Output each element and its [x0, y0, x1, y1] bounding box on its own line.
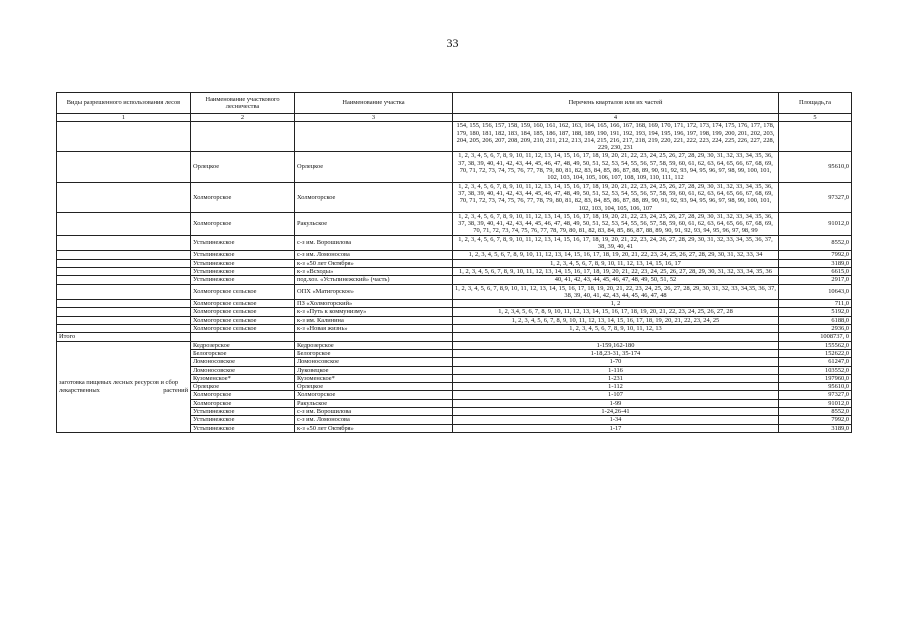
forestry-cell: Кузоменское* [191, 374, 295, 382]
table-row [57, 152, 852, 182]
quarters-cell: 1-159,162-180 [453, 341, 779, 349]
forestry-cell [191, 333, 295, 341]
area-cell: 97327,0 [779, 391, 852, 399]
quarters-cell: 1-99 [453, 399, 779, 407]
area-cell: 3189,0 [779, 259, 852, 267]
site-cell: Ракульское [295, 399, 453, 407]
quarters-cell: 1-70 [453, 358, 779, 366]
column-number: 5 [779, 114, 852, 122]
use-type-cell [57, 267, 191, 275]
area-cell: 3189,0 [779, 424, 852, 432]
site-cell: с-з им. Ломоносова [295, 416, 453, 424]
area-cell [779, 122, 852, 152]
table-row [57, 251, 852, 259]
site-cell [295, 122, 453, 152]
area-cell: 95610,0 [779, 383, 852, 391]
area-cell: 8552,0 [779, 407, 852, 415]
site-cell: Орлецкое [295, 152, 453, 182]
forestry-cell: Устьпинежское [191, 407, 295, 415]
area-cell: 7992,0 [779, 251, 852, 259]
forestry-cell: Ломоносовское [191, 366, 295, 374]
quarters-cell: 1, 2, 3, 4, 5, 6, 7, 8, 9, 10, 11, 12, 13, 14, 15, 16, 17, 18, 19, 20, 21, 22, 23, 24, 26, 27, 28, 29, 30, 31, 32, 33, 34, 35, 36, 37, 38, 39, 40, 41 [453, 235, 779, 251]
area-cell: 7992,0 [779, 416, 852, 424]
quarters-cell: 1-34 [453, 416, 779, 424]
site-cell: Ракульское [295, 212, 453, 235]
forestry-cell: Устьпинежское [191, 424, 295, 432]
site-cell: Луковецкое [295, 366, 453, 374]
quarters-cell: 1-107 [453, 391, 779, 399]
area-cell: 6615,0 [779, 267, 852, 275]
site-cell: ОПХ «Матигорское» [295, 284, 453, 300]
use-type-cell [57, 152, 191, 182]
quarters-cell: 1-112 [453, 383, 779, 391]
site-cell: Орлецкое [295, 383, 453, 391]
quarters-cell: 1, 2, 3, 4, 5, 6, 7, 8, 9, 10, 11, 12, 13, 14, 15, 16, 17, 18, 19, 20, 21, 22, 23, 24, 25, 26, 27, 28, 29, 30, 31, 32, 33, 34, 35, 36, 37, 38, 39, 40, 41, 42, 43, 44, 45, 46, 47, 48, 49, 50, 51, 52, 53, 54, 55, 56, 57, 58, 59, 60, 61, 62, 63, 64, 65, 66, 67, 68, 69, 70, 71, 72, 73, 74, 75, 76, 77, 78, 79, 80, 81, 82, 83, 84, 85, 86, 87, 88, 89, 90, 91, 92, 93, 94, 95, 96, 97, 98, 99, 100, 101, 102, 103, 104, 105, 106, 107, 108, 109, 110, 111, 112 [453, 152, 779, 182]
forestry-cell: Холмогорское [191, 399, 295, 407]
area-cell: 91012,0 [779, 212, 852, 235]
quarters-cell: 1, 2 [453, 300, 779, 308]
use-type-cell [57, 300, 191, 308]
quarters-cell: 1-116 [453, 366, 779, 374]
quarters-cell: 1, 2, 3, 4, 5, 6, 7, 8,9, 10, 11, 12, 13, 14, 15, 16, 17, 18, 19, 20, 21, 22, 23, 24, 25, 26, 27, 28, 29, 30, 31, 32, 33, 34,35, 36, 37, 38, 39, 40, 41, 42, 43, 44, 45, 46, 47, 48 [453, 284, 779, 300]
use-type-cell [57, 325, 191, 333]
use-type-cell [57, 284, 191, 300]
table-row [57, 316, 852, 324]
area-cell: 2917,0 [779, 276, 852, 284]
table-row [57, 276, 852, 284]
total-label: Итого [57, 333, 191, 341]
area-cell: 5192,0 [779, 308, 852, 316]
area-cell: 97327,0 [779, 182, 852, 212]
header-row [57, 93, 852, 114]
area-cell: 711,0 [779, 300, 852, 308]
area-cell: 6188,0 [779, 316, 852, 324]
quarters-cell: 1, 2, 3, 4, 5, 6, 7, 8, 9, 10, 11, 12, 13, 14, 15, 16, 17 [453, 259, 779, 267]
table-row [57, 212, 852, 235]
column-number: 1 [57, 114, 191, 122]
site-cell: к-з им. Калинина [295, 316, 453, 324]
table-row [57, 267, 852, 275]
table-row [57, 182, 852, 212]
use-type-cell [57, 212, 191, 235]
table-row [57, 235, 852, 251]
quarters-cell: 154, 155, 156, 157, 158, 159, 160, 161, 162, 163, 164, 165, 166, 167, 168, 169, 170, 171, 172, 173, 174, 175, 176, 177, 178, 179, 180, 181, 182, 183, 184, 185, 186, 187, 188, 189, 190, 191, 192, 193, 194, 195, 196, 197, 198, 199, 200, 201, 202, 203, 204, 205, 206, 207, 208, 209, 210, 211, 212, 213, 214, 215, 216, 217, 218, 219, 220, 221, 222, 223, 224, 225, 226, 227, 228, 229, 230, 231 [453, 122, 779, 152]
table-body [57, 122, 852, 433]
forestry-cell: Ломоносовское [191, 358, 295, 366]
use-type-cell [57, 276, 191, 284]
table-row [57, 300, 852, 308]
area-cell: 61247,0 [779, 358, 852, 366]
forestry-cell: Устьпинежское [191, 251, 295, 259]
column-number-row [57, 114, 852, 122]
site-cell: Кедрозерское [295, 341, 453, 349]
quarters-cell: 40, 41, 42, 43, 44, 45, 46, 47, 48, 49, 50, 51, 52 [453, 276, 779, 284]
site-cell: Ломоносовское [295, 358, 453, 366]
forestry-cell: Холмогорское сельское [191, 284, 295, 300]
area-cell: 155562,0 [779, 341, 852, 349]
site-cell: с-з им. Ворошилова [295, 407, 453, 415]
table-row [57, 325, 852, 333]
header-area: Площадь,га [779, 93, 852, 114]
table-row [57, 122, 852, 152]
area-cell: 152622,0 [779, 349, 852, 357]
forestry-cell: Устьпинежское [191, 235, 295, 251]
forestry-cell: Устьпинежское [191, 267, 295, 275]
site-cell: с-з им. Ворошилова [295, 235, 453, 251]
quarters-cell: 1-231 [453, 374, 779, 382]
area-cell: 95610,0 [779, 152, 852, 182]
header-quarters: Перечень кварталов или их частей [453, 93, 779, 114]
forestry-cell: Холмогорское сельское [191, 316, 295, 324]
site-cell: к-з «50 лет Октября» [295, 424, 453, 432]
forestry-cell: Холмогорское сельское [191, 300, 295, 308]
quarters-cell: 1, 2, 3, 4, 5, 6, 7, 8, 9, 10, 11, 12, 13, 14, 15, 16, 17, 18, 19, 20, 21, 22, 23, 24, 25 [453, 316, 779, 324]
area-cell: 10643,0 [779, 284, 852, 300]
quarters-cell: 1, 2, 3, 4, 5, 6, 7, 8, 9, 10, 11, 12, 13, 14, 15, 16, 17, 18, 19, 20, 21, 22, 23, 24, 25, 26, 27, 28, 29, 30, 31, 32, 33, 34, 35, 36, 37, 38, 39, 40, 41, 42, 43, 44, 45, 46, 47, 48, 49, 50, 51, 52, 53, 54, 55, 56, 57, 58, 59, 60, 61, 62, 63, 64, 65, 66, 67, 68, 69, 70, 71, 72, 73, 74, 75, 76, 77, 78, 79, 80, 81, 82, 83, 84, 85, 86, 87, 88, 89, 90, 91, 92, 93, 94, 95, 96, 97, 98, 99, 100, 101, 102, 103, 104, 105, 106, 107 [453, 182, 779, 212]
area-cell: 103552,0 [779, 366, 852, 374]
forestry-cell: Белогорское [191, 349, 295, 357]
column-number: 4 [453, 114, 779, 122]
table-row [57, 341, 852, 349]
area-cell: 2936,0 [779, 325, 852, 333]
area-cell: 91012,0 [779, 399, 852, 407]
site-cell: ПЗ «Холмогорский» [295, 300, 453, 308]
forestry-cell: Устьпинежское [191, 416, 295, 424]
site-cell: Холмогорское [295, 391, 453, 399]
use-type-cell [57, 259, 191, 267]
quarters-cell: 1-17 [453, 424, 779, 432]
site-cell: к-з «50 лет Октября» [295, 259, 453, 267]
forestry-cell: Холмогорское [191, 391, 295, 399]
site-cell: под.хоз. «Устьпинежский» (часть) [295, 276, 453, 284]
quarters-cell: 1, 2, 3, 4, 5, 6, 7, 8, 9, 10, 11, 12, 13 [453, 325, 779, 333]
use-type-cell [57, 316, 191, 324]
site-cell: к-з «Новая жизнь» [295, 325, 453, 333]
quarters-cell: 1, 2, 3,4, 5, 6, 7, 8, 9, 10, 11, 12, 13, 14, 15, 16, 17, 18, 19, 20, 21, 22, 23, 24, 25, 26, 27, 28 [453, 308, 779, 316]
forestry-cell: Холмогорское сельское [191, 325, 295, 333]
site-cell: к-з «Путь к коммунизму» [295, 308, 453, 316]
column-number: 3 [295, 114, 453, 122]
forestry-cell: Холмогорское сельское [191, 308, 295, 316]
forestry-cell: Холмогорское [191, 212, 295, 235]
table-row [57, 259, 852, 267]
header-forestry: Наименование участкового лесничества [191, 93, 295, 114]
quarters-cell: 1-24,26-41 [453, 407, 779, 415]
quarters-cell: 1, 2, 3, 4, 5, 6, 7, 8, 9, 10, 11, 12, 13, 14, 15, 16, 17, 18, 19, 20, 21, 22, 23, 24, 25, 26, 27, 28, 29, 30, 31, 32, 33, 34, 35, 36 [453, 267, 779, 275]
page-number: 33 [446, 36, 459, 50]
site-cell: Кузоменское* [295, 374, 453, 382]
table-row [57, 308, 852, 316]
site-cell: Белогорское [295, 349, 453, 357]
forest-use-table [56, 92, 852, 433]
use-type-cell [57, 251, 191, 259]
area-cell: 8552,0 [779, 235, 852, 251]
forestry-cell: Холмогорское [191, 182, 295, 212]
total-row [57, 333, 852, 341]
quarters-cell: 1, 2, 3, 4, 5, 6, 7, 8, 9, 10, 11, 12, 13, 14, 15, 16, 17, 18, 19, 20, 21, 22, 23, 24, 25, 26, 27, 28, 29, 30, 31, 32, 33, 34, 35, 36, 37, 38, 39, 40, 41, 42, 43, 44, 45, 46, 47, 48, 49, 50, 51, 52, 53, 54, 55, 56, 57, 58, 59, 60, 61, 62, 63, 64, 65, 66, 67, 68, 69, 70, 71, 72, 73, 74, 75, 76, 77, 78, 79, 80, 81, 82, 83, 84, 85, 86, 87, 88, 89, 90, 91, 92, 93, 94, 95, 96, 97, 98, 99 [453, 212, 779, 235]
table-row [57, 284, 852, 300]
header-use-type: Виды разрешенного использования лесов [57, 93, 191, 114]
quarters-cell: 1-18,23-31, 35-174 [453, 349, 779, 357]
use-type-cell: заготовка пищевых лесных ресурсов и сбор лекарственных растений [57, 341, 191, 432]
forestry-cell: Устьпинежское [191, 259, 295, 267]
quarters-cell: 1, 2, 3, 4, 5, 6, 7, 8, 9, 10, 11, 12, 13, 14, 15, 16, 17, 18, 19, 20, 21, 22, 23, 24, 25, 26, 27, 28, 29, 30, 31, 32, 33, 34 [453, 251, 779, 259]
site-cell [295, 333, 453, 341]
forestry-cell: Орлецкое [191, 152, 295, 182]
total-area: 1008737, 0 [779, 333, 852, 341]
site-cell: к-з «Всходы» [295, 267, 453, 275]
forestry-cell: Кедрозерское [191, 341, 295, 349]
area-cell: 197960,0 [779, 374, 852, 382]
use-type-cell [57, 182, 191, 212]
use-type-cell [57, 122, 191, 152]
use-type-cell [57, 235, 191, 251]
column-number: 2 [191, 114, 295, 122]
use-type-cell [57, 308, 191, 316]
quarters-cell [453, 333, 779, 341]
site-cell: с-з им. Ломоносова [295, 251, 453, 259]
forestry-cell: Орлецкое [191, 383, 295, 391]
header-site: Наименование участка [295, 93, 453, 114]
forestry-cell [191, 122, 295, 152]
site-cell: Холмогорское [295, 182, 453, 212]
forestry-cell: Устьпинежское [191, 276, 295, 284]
